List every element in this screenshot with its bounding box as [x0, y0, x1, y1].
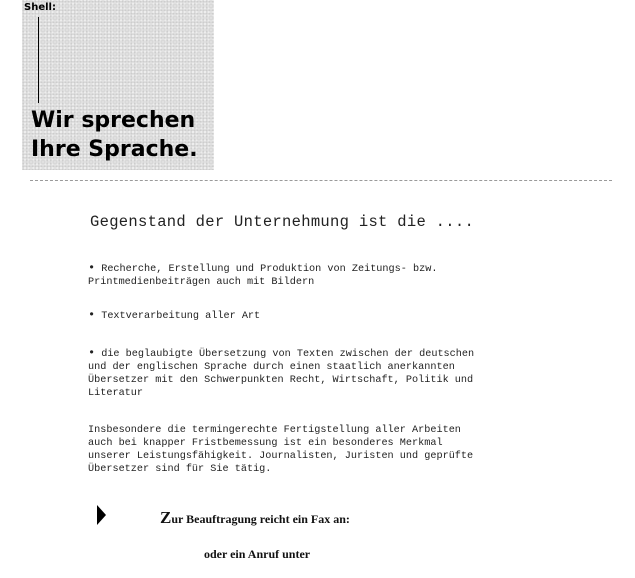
fax-initial: Z: [160, 508, 172, 527]
divider: [30, 180, 612, 181]
bullet-text: Printmedienbeiträgen auch mit Bildern: [88, 277, 315, 288]
paragraph-line: Übersetzer sind für Sie tätig.: [88, 464, 272, 475]
paragraph-line: unserer Leistungsfähigkeit. Journalisten, Juristen und geprüfte: [88, 451, 474, 462]
bullet-item-translation: [88, 347, 608, 400]
slogan: [31, 106, 198, 164]
bullet-dot-icon: •: [88, 261, 96, 275]
slogan-line-2: Ihre Sprache.: [31, 137, 198, 162]
bullet-dot-icon: •: [88, 346, 96, 360]
bullet-text: Textverarbeitung aller Art: [101, 311, 261, 322]
bullet-item-research: [88, 262, 608, 289]
page-heading: Gegenstand der Unternehmung ist die ....: [90, 213, 475, 231]
fax-text: ur Beauftragung reicht ein Fax an:: [171, 512, 350, 526]
fax-contact-line: [160, 508, 350, 528]
logo-vertical-line: [38, 17, 39, 103]
bullet-text: und der englischen Sprache durch einen staatlich anerkannten: [88, 362, 455, 373]
bullet-text: Übersetzer mit den Schwerpunkten Recht, Wirtschaft, Politik und: [88, 375, 474, 386]
bullet-dot-icon: •: [88, 308, 96, 322]
brand-name: Shell:: [24, 2, 56, 13]
closing-paragraph: [88, 424, 608, 476]
paragraph-line: Insbesondere die termingerechte Fertigstellung aller Arbeiten: [88, 425, 461, 436]
bullet-text: die beglaubigte Übersetzung von Texten zwischen der deutschen: [101, 349, 475, 360]
call-contact-line: oder ein Anruf unter: [204, 547, 311, 561]
bullet-text: Literatur: [88, 388, 144, 399]
bullet-item-text-processing: [88, 309, 608, 323]
paragraph-line: auch bei knapper Fristbemessung ist ein besonderes Merkmal: [88, 438, 443, 449]
bullet-text: Recherche, Erstellung und Produktion von Zeitungs- bzw.: [101, 264, 438, 275]
triangle-right-icon: [97, 505, 106, 525]
slogan-line-1: Wir sprechen: [31, 108, 196, 133]
